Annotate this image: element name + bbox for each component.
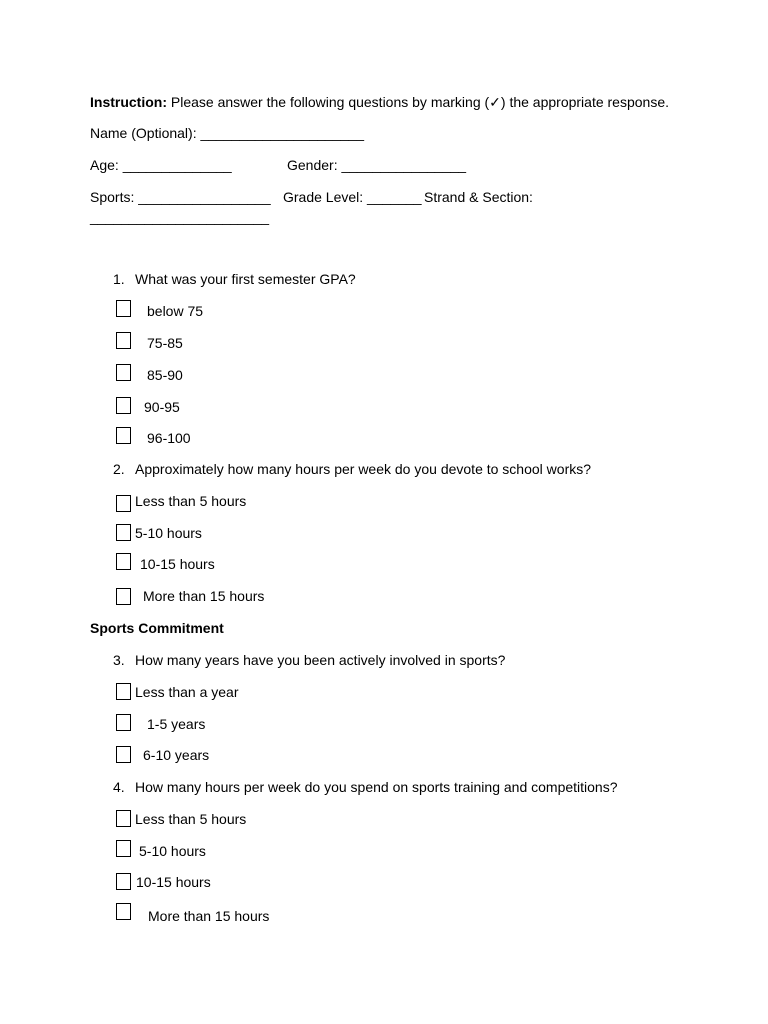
grade-level-field[interactable]: Grade Level: _______ <box>283 189 422 205</box>
option-label: 90-95 <box>144 399 180 415</box>
option-label: 85-90 <box>147 367 183 383</box>
option-checkbox[interactable] <box>116 300 131 317</box>
option-label: 1-5 years <box>147 716 206 732</box>
option-checkbox[interactable] <box>116 903 131 920</box>
option-checkbox[interactable] <box>116 553 131 570</box>
option-checkbox[interactable] <box>116 683 131 700</box>
option-checkbox[interactable] <box>116 397 131 414</box>
option-checkbox[interactable] <box>116 873 131 890</box>
option-label: 6-10 years <box>143 747 210 763</box>
option-checkbox[interactable] <box>116 524 131 541</box>
question-3-text: How many years have you been actively involved in sports? <box>135 652 506 668</box>
option-label: 5-10 hours <box>139 843 206 859</box>
option-label: 5-10 hours <box>135 525 202 541</box>
option-label: Less than a year <box>135 684 239 700</box>
option-label: Less than 5 hours <box>135 493 247 509</box>
name-field[interactable]: Name (Optional): _____________________ <box>90 125 364 141</box>
question-2-text: Approximately how many hours per week do you devote to school works? <box>135 461 592 477</box>
option-label: 10-15 hours <box>140 556 215 572</box>
option-checkbox[interactable] <box>116 840 131 857</box>
option-label: 10-15 hours <box>136 874 211 890</box>
option-checkbox[interactable] <box>116 427 131 444</box>
strand-section-field[interactable]: _______________________ <box>90 209 270 225</box>
option-label: 75-85 <box>147 335 183 351</box>
option-checkbox[interactable] <box>116 332 131 349</box>
gender-field[interactable]: Gender: ________________ <box>287 157 467 173</box>
question-1-number: 1. <box>113 271 125 287</box>
option-checkbox[interactable] <box>116 588 131 605</box>
option-checkbox[interactable] <box>116 364 131 381</box>
option-label: More than 15 hours <box>143 588 265 604</box>
option-checkbox[interactable] <box>116 810 131 827</box>
question-4-text: How many hours per week do you spend on sports training and competitions? <box>135 779 618 795</box>
option-label: below 75 <box>147 303 204 319</box>
sports-field[interactable]: Sports: _________________ <box>90 189 271 205</box>
option-label: Less than 5 hours <box>135 811 247 827</box>
question-1-text: What was your first semester GPA? <box>135 271 356 287</box>
instruction-text: Please answer the following questions by marking (✓) the appropriate response. <box>167 94 669 110</box>
instruction-line <box>90 93 669 111</box>
option-checkbox[interactable] <box>116 495 131 512</box>
question-2-number: 2. <box>113 461 125 477</box>
instruction-label: Instruction: <box>90 94 167 110</box>
option-label: 96-100 <box>147 430 191 446</box>
option-label: More than 15 hours <box>148 908 270 924</box>
age-field[interactable]: Age: ______________ <box>90 157 232 173</box>
question-4-number: 4. <box>113 779 125 795</box>
section-heading: Sports Commitment <box>90 620 224 636</box>
strand-section-label: Strand & Section: <box>424 189 533 205</box>
option-checkbox[interactable] <box>116 746 131 763</box>
question-3-number: 3. <box>113 652 125 668</box>
option-checkbox[interactable] <box>116 714 131 731</box>
